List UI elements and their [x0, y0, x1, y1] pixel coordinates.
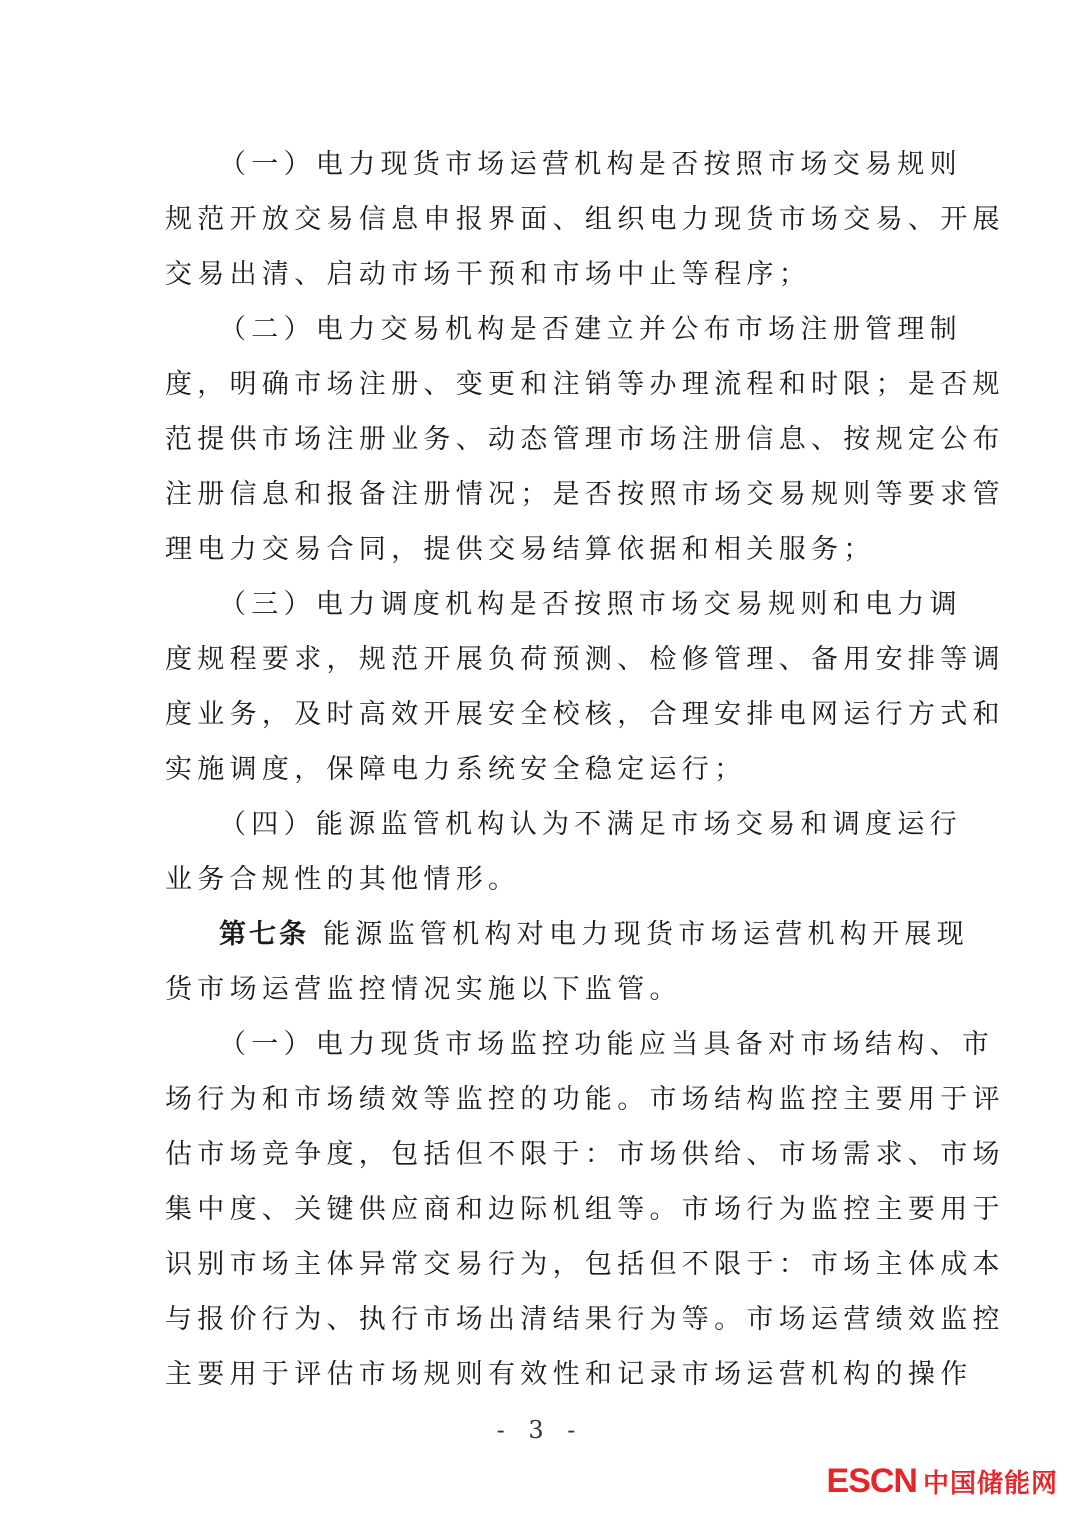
paragraph-line: 注册信息和报备注册情况；是否按照市场交易规则等要求管: [165, 479, 1005, 510]
paragraph-line: （三）电力调度机构是否按照市场交易规则和电力调: [219, 589, 962, 620]
paragraph-line: 货市场运营监控情况实施以下监管。: [165, 974, 682, 1005]
article-text: 能源监管机构对电力现货市场运营机构开展现: [323, 919, 969, 950]
paragraph-line: （一）电力现货市场监控功能应当具备对市场结构、市: [219, 1029, 995, 1060]
paragraph-line: （一）电力现货市场运营机构是否按照市场交易规则: [219, 149, 962, 180]
escn-watermark-logo: [827, 1461, 1058, 1501]
paragraph-line: （二）电力交易机构是否建立并公布市场注册管理制: [219, 314, 962, 345]
paragraph-line: 实施调度，保障电力系统安全稳定运行；: [165, 754, 747, 785]
paragraph-line: 理电力交易合同，提供交易结算依据和相关服务；: [165, 534, 876, 565]
page-number: - 3 -: [496, 1416, 584, 1444]
watermark-chinese-text: 中国储能网: [922, 1468, 1058, 1499]
paragraph-line: 业务合规性的其他情形。: [165, 864, 521, 895]
paragraph-line: 主要用于评估市场规则有效性和记录市场运营机构的操作: [165, 1359, 973, 1390]
paragraph-line: 集中度、关键供应商和边际机组等。市场行为监控主要用于: [165, 1194, 1005, 1225]
paragraph-line: 范提供市场注册业务、动态管理市场注册信息、按规定公布: [165, 424, 1005, 455]
article-label: 第七条: [219, 919, 309, 950]
paragraph-line: （四）能源监管机构认为不满足市场交易和调度运行: [219, 809, 962, 840]
article-heading-line: [219, 907, 969, 963]
paragraph-line: 场行为和市场绩效等监控的功能。市场结构监控主要用于评: [165, 1084, 1005, 1115]
paragraph-line: 交易出清、启动市场干预和市场中止等程序；: [165, 259, 811, 290]
paragraph-line: 与报价行为、执行市场出清结果行为等。市场运营绩效监控: [165, 1304, 1005, 1335]
paragraph-line: 规范开放交易信息申报界面、组织电力现货市场交易、开展: [165, 204, 1005, 235]
paragraph-line: 度业务，及时高效开展安全校核，合理安排电网运行方式和: [165, 699, 1005, 730]
paragraph-line: 度规程要求，规范开展负荷预测、检修管理、备用安排等调: [165, 644, 1005, 675]
paragraph-line: 度，明确市场注册、变更和注销等办理流程和时限；是否规: [165, 369, 1005, 400]
watermark-latin-text: ESCN: [826, 1461, 917, 1500]
paragraph-line: 估市场竞争度，包括但不限于：市场供给、市场需求、市场: [165, 1139, 1005, 1170]
paragraph-line: 识别市场主体异常交易行为，包括但不限于：市场主体成本: [165, 1249, 1005, 1280]
